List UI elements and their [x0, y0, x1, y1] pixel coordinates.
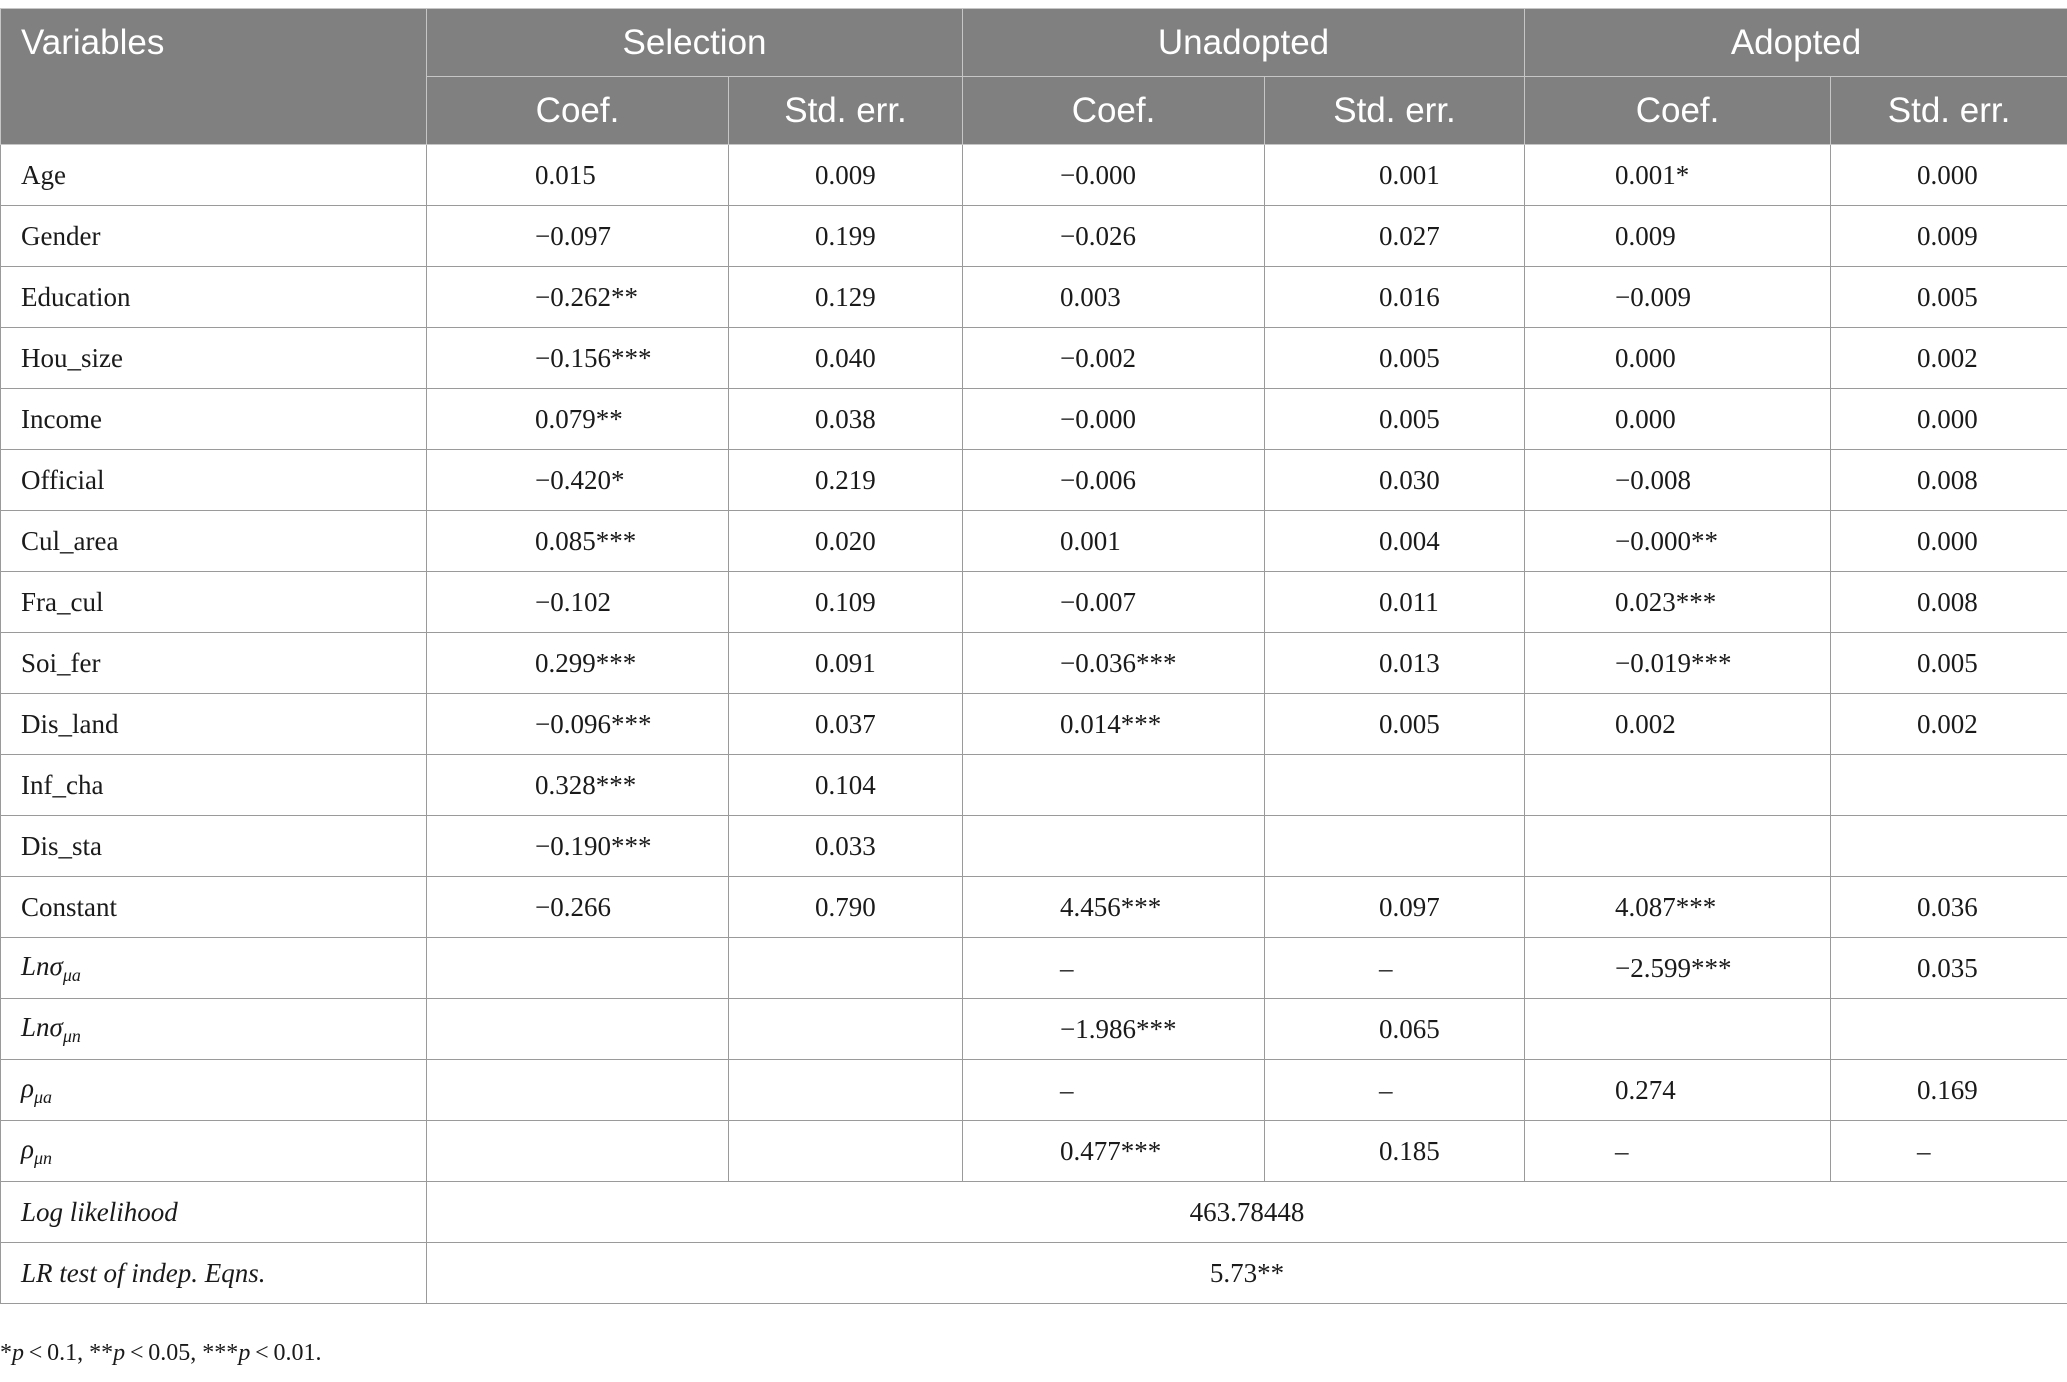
variable-name: Education: [1, 267, 427, 328]
cell-selection-coef: [427, 206, 729, 267]
cell-value: 0.036: [1917, 891, 1978, 922]
cell-selection-std-err: [729, 1060, 963, 1121]
cell-selection-std-err: [729, 816, 963, 877]
cell-value: 0.001: [1379, 159, 1440, 190]
cell-adopted-std-err: [1831, 1121, 2067, 1182]
cell-adopted-std-err: [1831, 877, 2067, 938]
cell-selection-std-err: [729, 145, 963, 206]
footnote-p: p: [113, 1340, 126, 1366]
cell-selection-coef: [427, 1121, 729, 1182]
cell-adopted-coef: [1525, 999, 1831, 1060]
table-row: [1, 267, 2067, 328]
header-std-err: Std. err.: [729, 77, 963, 145]
cell-selection-std-err: [729, 633, 963, 694]
cell-adopted-std-err: [1831, 633, 2067, 694]
variable-symbol: ρ: [21, 1072, 34, 1103]
cell-selection-std-err: [729, 206, 963, 267]
cell-adopted-std-err: [1831, 694, 2067, 755]
cell-unadopted-std-err: [1265, 633, 1525, 694]
cell-selection-coef: [427, 877, 729, 938]
variable-name: Constant: [1, 877, 427, 938]
cell-value: 0.000: [1917, 403, 1978, 434]
cell-unadopted-std-err: [1265, 877, 1525, 938]
cell-unadopted-std-err: [1265, 267, 1525, 328]
cell-value: −0.156***: [535, 342, 652, 373]
cell-adopted-coef: [1525, 633, 1831, 694]
cell-value: 0.033: [815, 830, 876, 861]
cell-unadopted-std-err: [1265, 938, 1525, 999]
cell-selection-coef: [427, 389, 729, 450]
cell-value: 0.000: [1615, 342, 1676, 373]
table-row: [1, 816, 2067, 877]
cell-value: −1.986***: [1060, 1013, 1177, 1044]
cell-value: –: [1379, 1074, 1393, 1105]
cell-selection-coef: [427, 755, 729, 816]
footnote-text: < 0.01.: [250, 1340, 322, 1366]
variable-name: Dis_sta: [1, 816, 427, 877]
cell-selection-std-err: [729, 755, 963, 816]
table-row: [1, 450, 2067, 511]
cell-selection-std-err: [729, 450, 963, 511]
cell-selection-coef: [427, 1060, 729, 1121]
cell-adopted-coef: [1525, 877, 1831, 938]
table-row: [1, 999, 2067, 1060]
table-row: [1, 145, 2067, 206]
cell-value: 0.020: [815, 525, 876, 556]
cell-adopted-coef: [1525, 572, 1831, 633]
cell-selection-coef: [427, 572, 729, 633]
header-coef: Coef.: [427, 77, 729, 145]
cell-value: 0.016: [1379, 281, 1440, 312]
cell-value: −0.190***: [535, 830, 652, 861]
cell-value: 0.004: [1379, 525, 1440, 556]
cell-unadopted-std-err: [1265, 206, 1525, 267]
cell-value: 0.085***: [535, 525, 637, 556]
cell-value: −0.097: [535, 220, 611, 251]
cell-selection-coef: [427, 450, 729, 511]
cell-value: 0.219: [815, 464, 876, 495]
cell-adopted-std-err: [1831, 572, 2067, 633]
cell-adopted-std-err: [1831, 450, 2067, 511]
table-row: [1, 694, 2067, 755]
cell-value: 0.274: [1615, 1074, 1676, 1105]
cell-value: 0.328***: [535, 769, 637, 800]
cell-unadopted-coef: [963, 938, 1265, 999]
cell-adopted-std-err: [1831, 755, 2067, 816]
cell-selection-coef: [427, 816, 729, 877]
cell-value: 0.091: [815, 647, 876, 678]
cell-value: 4.087***: [1615, 891, 1717, 922]
cell-selection-std-err: [729, 877, 963, 938]
cell-value: 0.000: [1615, 403, 1676, 434]
cell-value: –: [1917, 1135, 1931, 1166]
cell-unadopted-coef: [963, 145, 1265, 206]
cell-value: −0.000**: [1615, 525, 1719, 556]
cell-value: 0.013: [1379, 647, 1440, 678]
cell-value: –: [1060, 952, 1074, 983]
header-std-err: Std. err.: [1265, 77, 1525, 145]
variable-name: Age: [1, 145, 427, 206]
variable-subscript: μn: [62, 1025, 81, 1046]
variable-name: Cul_area: [1, 511, 427, 572]
cell-adopted-coef: [1525, 1060, 1831, 1121]
cell-unadopted-coef: [963, 450, 1265, 511]
table-row: [1, 1121, 2067, 1182]
cell-unadopted-coef: [963, 389, 1265, 450]
cell-unadopted-std-err: [1265, 694, 1525, 755]
cell-unadopted-std-err: [1265, 755, 1525, 816]
cell-adopted-coef: [1525, 1121, 1831, 1182]
footnote: [0, 1340, 321, 1367]
variable-symbol: ρ: [21, 1133, 34, 1164]
cell-unadopted-std-err: [1265, 145, 1525, 206]
cell-selection-coef: [427, 999, 729, 1060]
cell-adopted-coef: [1525, 511, 1831, 572]
cell-value: −0.266: [535, 891, 611, 922]
cell-value: –: [1379, 952, 1393, 983]
cell-unadopted-std-err: [1265, 328, 1525, 389]
cell-selection-coef: [427, 328, 729, 389]
cell-value: −0.036***: [1060, 647, 1177, 678]
cell-adopted-std-err: [1831, 389, 2067, 450]
cell-value: 0.000: [1917, 159, 1978, 190]
cell-selection-std-err: [729, 999, 963, 1060]
cell-value: 0.014***: [1060, 708, 1162, 739]
cell-unadopted-std-err: [1265, 999, 1525, 1060]
cell-value: 0.199: [815, 220, 876, 251]
cell-adopted-std-err: [1831, 267, 2067, 328]
cell-value: 0.005: [1379, 708, 1440, 739]
cell-unadopted-coef: [963, 206, 1265, 267]
footnote-star: *: [0, 1340, 12, 1366]
header-group-unadopted: Unadopted: [963, 9, 1525, 77]
header-variables: Variables: [1, 9, 427, 145]
cell-adopted-std-err: [1831, 206, 2067, 267]
cell-adopted-std-err: [1831, 999, 2067, 1060]
cell-unadopted-std-err: [1265, 816, 1525, 877]
cell-adopted-coef: [1525, 694, 1831, 755]
cell-selection-std-err: [729, 694, 963, 755]
cell-adopted-coef: [1525, 450, 1831, 511]
cell-adopted-coef: [1525, 328, 1831, 389]
cell-value: −0.019***: [1615, 647, 1732, 678]
cell-unadopted-coef: [963, 1060, 1265, 1121]
table-row: [1, 206, 2067, 267]
cell-selection-std-err: [729, 572, 963, 633]
cell-value: 0.027: [1379, 220, 1440, 251]
cell-value: −0.096***: [535, 708, 652, 739]
cell-value: −0.006: [1060, 464, 1136, 495]
cell-selection-std-err: [729, 1121, 963, 1182]
cell-value: −0.007: [1060, 586, 1136, 617]
cell-value: 0.009: [1917, 220, 1978, 251]
variable-name: Official: [1, 450, 427, 511]
header-group-selection: Selection: [427, 9, 963, 77]
summary-row: [1, 1182, 2067, 1243]
cell-value: 0.008: [1917, 464, 1978, 495]
cell-value: 0.005: [1379, 403, 1440, 434]
cell-value: 0.037: [815, 708, 876, 739]
cell-value: −0.000: [1060, 403, 1136, 434]
cell-value: 0.169: [1917, 1074, 1978, 1105]
variable-subscript: μa: [62, 964, 81, 985]
variable-subscript: μn: [33, 1147, 53, 1168]
cell-adopted-coef: [1525, 938, 1831, 999]
cell-unadopted-coef: [963, 755, 1265, 816]
variable-name: Hou_size: [1, 328, 427, 389]
cell-value: 0.009: [815, 159, 876, 190]
variable-name: Income: [1, 389, 427, 450]
cell-selection-std-err: [729, 938, 963, 999]
cell-value: −2.599***: [1615, 952, 1732, 983]
cell-value: −0.420*: [535, 464, 625, 495]
cell-value: 0.109: [815, 586, 876, 617]
cell-unadopted-coef: [963, 1121, 1265, 1182]
cell-adopted-std-err: [1831, 1060, 2067, 1121]
cell-unadopted-std-err: [1265, 450, 1525, 511]
cell-selection-std-err: [729, 511, 963, 572]
header-coef: Coef.: [1525, 77, 1831, 145]
variable-name: Gender: [1, 206, 427, 267]
cell-value: –: [1060, 1074, 1074, 1105]
cell-value: 0.185: [1379, 1135, 1440, 1166]
table-row: [1, 1060, 2067, 1121]
cell-unadopted-std-err: [1265, 1060, 1525, 1121]
cell-value: −0.026: [1060, 220, 1136, 251]
summary-value: 463.78448: [427, 1182, 2067, 1243]
cell-value: 0.299***: [535, 647, 637, 678]
table-row: [1, 633, 2067, 694]
cell-value: 0.035: [1917, 952, 1978, 983]
variable-name: Soi_fer: [1, 633, 427, 694]
cell-unadopted-coef: [963, 267, 1265, 328]
cell-adopted-coef: [1525, 755, 1831, 816]
table-wrapper: [0, 8, 2067, 1304]
cell-value: −0.009: [1615, 281, 1692, 312]
cell-unadopted-coef: [963, 572, 1265, 633]
variable-symbol: Lnσ: [21, 950, 63, 981]
cell-unadopted-coef: [963, 511, 1265, 572]
summary-label: LR test of indep. Eqns.: [1, 1243, 427, 1304]
cell-value: 0.097: [1379, 891, 1440, 922]
cell-value: 0.023***: [1615, 586, 1717, 617]
table-body: [1, 145, 2067, 1304]
cell-unadopted-std-err: [1265, 572, 1525, 633]
variable-symbol: Lnσ: [21, 1011, 63, 1042]
cell-adopted-std-err: [1831, 328, 2067, 389]
cell-value: −0.102: [535, 586, 611, 617]
header-std-err: Std. err.: [1831, 77, 2067, 145]
cell-value: 0.005: [1917, 647, 1978, 678]
cell-unadopted-std-err: [1265, 389, 1525, 450]
cell-selection-coef: [427, 267, 729, 328]
cell-value: −0.000: [1060, 159, 1136, 190]
variable-name: Fra_cul: [1, 572, 427, 633]
cell-value: 0.000: [1917, 525, 1978, 556]
cell-value: 0.002: [1917, 708, 1978, 739]
table-row: [1, 511, 2067, 572]
table-row: [1, 572, 2067, 633]
footnote-p: p: [12, 1340, 24, 1366]
cell-value: 0.003: [1060, 281, 1121, 312]
cell-value: 0.001: [1060, 525, 1121, 556]
footnote-text: < 0.1, **: [24, 1340, 114, 1366]
cell-adopted-std-err: [1831, 511, 2067, 572]
table-row: [1, 389, 2067, 450]
cell-value: 0.001*: [1615, 159, 1690, 190]
variable-subscript: μa: [33, 1086, 53, 1107]
variable-name: [1, 938, 427, 999]
footnote-text: < 0.05, ***: [125, 1340, 239, 1366]
cell-unadopted-std-err: [1265, 511, 1525, 572]
cell-unadopted-coef: [963, 633, 1265, 694]
cell-value: 0.008: [1917, 586, 1978, 617]
variable-name: Inf_cha: [1, 755, 427, 816]
cell-unadopted-coef: [963, 999, 1265, 1060]
table-row: [1, 755, 2067, 816]
cell-value: –: [1615, 1135, 1629, 1166]
cell-value: −0.262**: [535, 281, 638, 312]
cell-unadopted-coef: [963, 328, 1265, 389]
cell-value: 0.079**: [535, 403, 623, 434]
table-row: [1, 938, 2067, 999]
cell-value: 0.104: [815, 769, 876, 800]
cell-adopted-coef: [1525, 816, 1831, 877]
cell-value: 0.009: [1615, 220, 1676, 251]
cell-adopted-std-err: [1831, 145, 2067, 206]
cell-adopted-std-err: [1831, 816, 2067, 877]
cell-selection-coef: [427, 145, 729, 206]
cell-selection-std-err: [729, 267, 963, 328]
cell-value: 0.030: [1379, 464, 1440, 495]
cell-value: 0.040: [815, 342, 876, 373]
table-row: [1, 328, 2067, 389]
cell-unadopted-coef: [963, 694, 1265, 755]
cell-value: −0.002: [1060, 342, 1136, 373]
variable-name: Dis_land: [1, 694, 427, 755]
header-group-adopted: Adopted: [1525, 9, 2067, 77]
cell-value: 0.790: [815, 891, 876, 922]
cell-value: 0.005: [1379, 342, 1440, 373]
cell-value: −0.008: [1615, 464, 1692, 495]
variable-name: [1, 1121, 427, 1182]
cell-value: 0.002: [1917, 342, 1978, 373]
table-row: [1, 877, 2067, 938]
cell-value: 4.456***: [1060, 891, 1162, 922]
cell-value: 0.129: [815, 281, 876, 312]
cell-selection-std-err: [729, 328, 963, 389]
cell-value: 0.015: [535, 159, 596, 190]
cell-selection-coef: [427, 511, 729, 572]
cell-value: 0.038: [815, 403, 876, 434]
cell-selection-coef: [427, 694, 729, 755]
cell-selection-std-err: [729, 389, 963, 450]
cell-selection-coef: [427, 633, 729, 694]
cell-value: 0.005: [1917, 281, 1978, 312]
cell-value: 0.065: [1379, 1013, 1440, 1044]
variable-name: [1, 1060, 427, 1121]
cell-unadopted-coef: [963, 816, 1265, 877]
cell-adopted-coef: [1525, 206, 1831, 267]
cell-adopted-coef: [1525, 267, 1831, 328]
cell-value: 0.477***: [1060, 1135, 1162, 1166]
cell-adopted-coef: [1525, 145, 1831, 206]
cell-adopted-std-err: [1831, 938, 2067, 999]
cell-adopted-coef: [1525, 389, 1831, 450]
footnote-p: p: [238, 1340, 251, 1366]
cell-value: 0.002: [1615, 708, 1676, 739]
cell-unadopted-coef: [963, 877, 1265, 938]
variable-name: [1, 999, 427, 1060]
summary-value: 5.73**: [427, 1243, 2067, 1304]
summary-label: Log likelihood: [1, 1182, 427, 1243]
header-coef: Coef.: [963, 77, 1265, 145]
summary-row: [1, 1243, 2067, 1304]
table-header: [1, 9, 2067, 145]
cell-unadopted-std-err: [1265, 1121, 1525, 1182]
cell-selection-coef: [427, 938, 729, 999]
regression-table: [0, 8, 2067, 1304]
cell-value: 0.011: [1379, 586, 1439, 617]
